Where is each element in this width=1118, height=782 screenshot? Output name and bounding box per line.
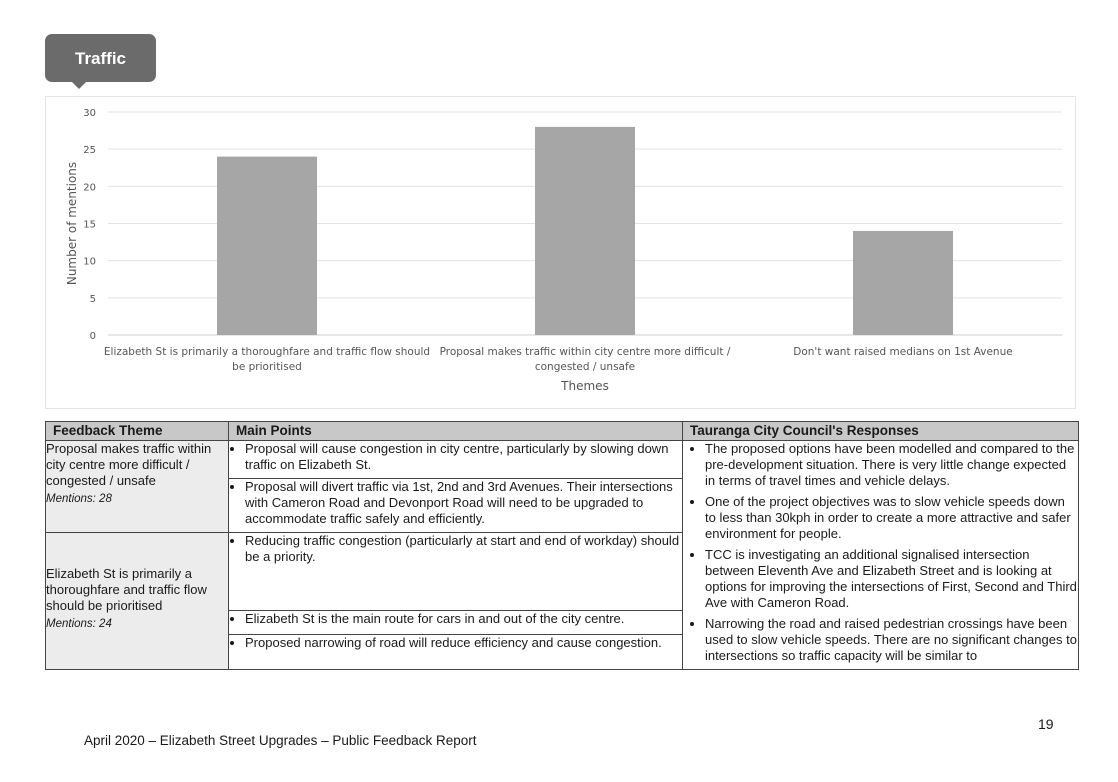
x-tick-label: Don't want raised medians on 1st Avenue [793, 346, 1013, 358]
table-header-row [46, 422, 1079, 441]
y-tick-label: 15 [83, 219, 96, 231]
table-row [46, 441, 1079, 479]
bar [535, 127, 635, 335]
main-point: • Proposed narrowing of road will reduce efficiency and cause congestion. [245, 635, 682, 651]
theme-text: Elizabeth St is primarily a thoroughfare and traffic flow should be prioritised [46, 566, 207, 613]
response-item: • TCC is investigating an additional signalised intersection between Eleventh Ave and Elizabeth Street and is looking at options for improving the intersections of First, Second and Third Ave with Cameron Road. [705, 547, 1078, 611]
section-tab-pointer [72, 82, 86, 89]
header-main-points: Main Points [229, 422, 683, 441]
point-cell [229, 441, 683, 479]
y-tick-label: 10 [83, 256, 96, 268]
feedback-table [45, 421, 1079, 670]
point-cell [229, 479, 683, 533]
y-tick-label: 5 [89, 293, 96, 305]
x-tick-label: be prioritised [232, 361, 302, 373]
x-tick-label: Proposal makes traffic within city centre more difficult / [439, 346, 731, 358]
main-point: • Proposal will divert traffic via 1st, 2nd and 3rd Avenues. Their intersections with Cameron Road and Devonport Road will need to be upgraded to accommodate traffic safely and efficiently. [245, 479, 682, 527]
bar [853, 231, 953, 335]
point-cell [229, 610, 683, 634]
y-tick-label: 20 [83, 182, 96, 194]
y-tick-label: 30 [83, 108, 96, 119]
response-item: • One of the project objectives was to slow vehicle speeds down to less than 30kph in order to create a more attractive and safer environment for people. [705, 494, 1078, 542]
x-axis-label: Themes [561, 379, 609, 393]
main-point: • Reducing traffic congestion (particularly at start and end of workday) should be a priority. [245, 533, 682, 565]
response-item: • The proposed options have been modelled and compared to the pre-development situation. There is very little change expected in terms of travel times and vehicle delays. [705, 441, 1078, 489]
header-feedback-theme: Feedback Theme [46, 422, 229, 441]
traffic-chart [45, 96, 1076, 409]
main-point: • Proposal will cause congestion in city centre, particularly by slowing down traffic on Elizabeth St. [245, 441, 682, 473]
y-tick-label: 25 [83, 145, 96, 157]
theme-text: Proposal makes traffic within city centre more difficult / congested / unsafe [46, 441, 212, 488]
point-cell [229, 634, 683, 670]
y-axis-label: Number of mentions [65, 161, 79, 286]
point-cell [229, 533, 683, 611]
footer-text: April 2020 – Elizabeth Street Upgrades – Public Feedback Report [84, 733, 477, 748]
theme-cell [46, 533, 229, 670]
bar-chart-svg [46, 97, 1077, 410]
theme-cell [46, 441, 229, 533]
main-point: • Elizabeth St is the main route for cars in and out of the city centre. [245, 611, 682, 627]
section-tab-traffic [45, 34, 156, 82]
x-tick-label: congested / unsafe [534, 361, 636, 373]
header-council-responses: Tauranga City Council's Responses [683, 422, 1079, 441]
section-title: Traffic [75, 49, 127, 68]
response-cell [683, 441, 1079, 670]
bar [217, 157, 317, 335]
y-tick-label: 0 [89, 331, 96, 342]
mentions-count: Mentions: 24 [46, 618, 112, 630]
x-tick-label: Elizabeth St is primarily a thoroughfare and traffic flow should [103, 346, 431, 358]
response-item: • Narrowing the road and raised pedestrian crossings have been used to slow vehicle speeds. There are no significant changes to intersections so traffic capacity will be similar to [705, 616, 1078, 664]
mentions-count: Mentions: 28 [46, 493, 112, 505]
page-number: 19 [1038, 716, 1054, 732]
